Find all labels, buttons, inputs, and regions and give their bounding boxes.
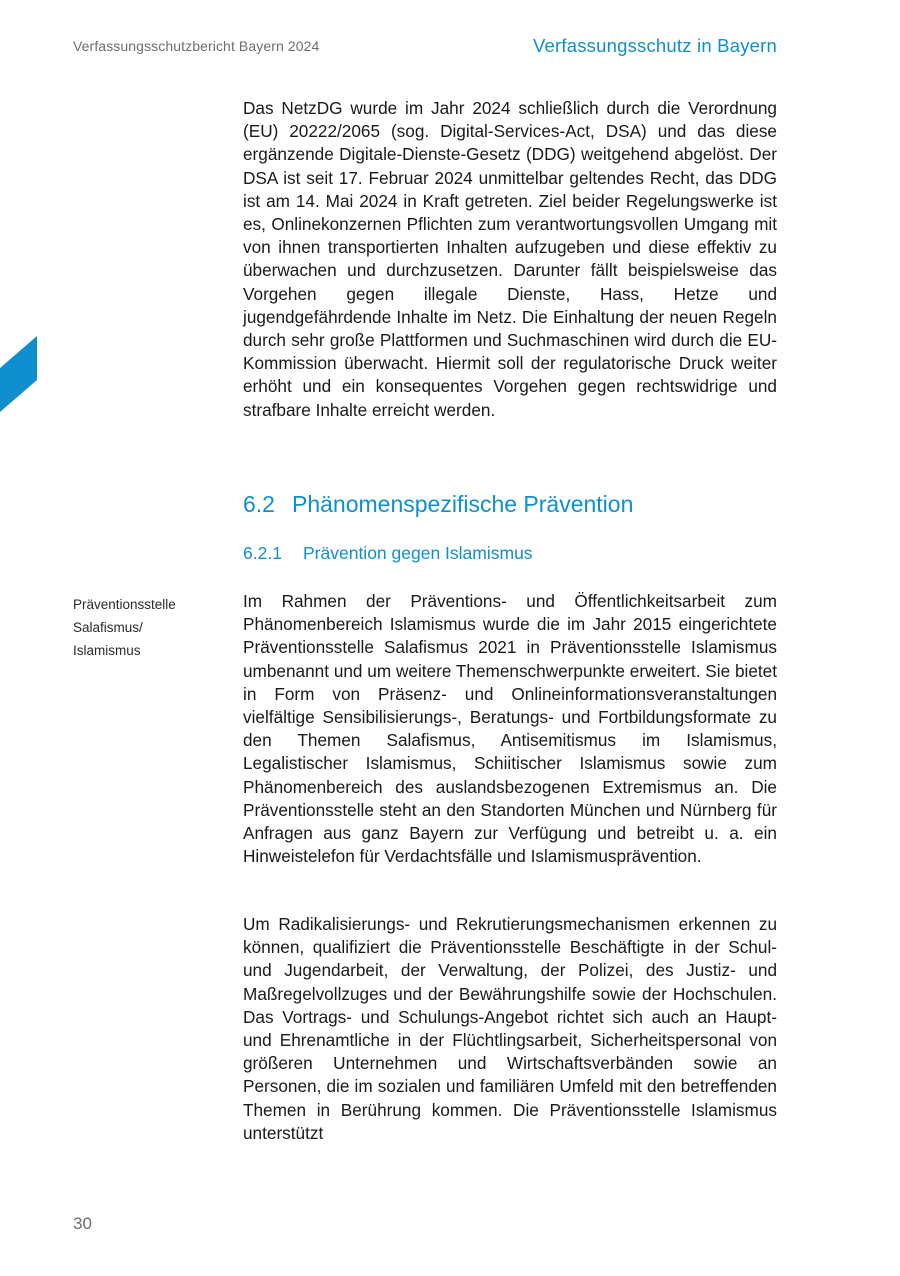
chapter-title: Verfassungsschutz in Bayern [533,35,777,56]
running-title: Verfassungsschutzbericht Bayern 2024 [73,38,320,54]
intro-paragraph: Das NetzDG wurde im Jahr 2024 schließlich durch die Verordnung (EU) 20222/2065 (sog. Digital-Services-Act, DSA) und das diese ergänzende Digitale-Dienste-Gesetz (DDG) weitgehend abgelöst. Der DSA ist seit 17. Februar 2024 unmittelbar geltendes Recht, das DDG ist am 14. Mai 2024 in Kraft getreten. Ziel beider Regelungswerke ist es, Onlinekonzernen Pflichten zum verantwortungsvollen Umgang mit von ihnen transportierten Inhalten aufzugeben und diese effektiv zu überwachen und durchzusetzen. Darunter fällt beispielsweise das Vorgehen gegen illegale Dienste, Hass, Hetze und jugendgefährdende Inhalte im Netz. Die Einhaltung der neuen Regeln durch sehr große Plattformen und Suchmaschinen wird durch die EU-Kommission überwacht. Hiermit soll der regulatorische Druck weiter erhöht und ein konsequentes Vorgehen gegen rechtswidrige und strafbare Inhalte erreicht werden. [243,98,777,420]
chapter-tab-marker [0,336,37,412]
section-heading [243,491,633,518]
page-number: 30 [73,1214,92,1233]
section-title: Phänomenspezifische Prävention [292,491,634,517]
margin-note-line: Islamismus [73,643,141,658]
subsection-title: Prävention gegen Islamismus [303,543,533,563]
intro-paragraph-block [243,97,777,422]
paragraph-2: Um Radikalisierungs- und Rekrutierungsmechanismen erkennen zu können, qualifiziert die Präventionsstelle Beschäftigte in der Schul- und Jugendarbeit, der Verwaltung, der Polizei, des Justiz- und Maßregelvollzuges und der Bewährungshilfe sowie der Hochschulen. Das Vortrags- und Schulungs-Angebot richtet sich auch an Haupt- und Ehrenamtliche in der Flüchtlingsarbeit, Sicherheitspersonal von größeren Unternehmen und Wirtschaftsverbänden sowie an Personen, die im sozialen und familiären Umfeld mit den betreffenden Themen in Berührung kommen. Die Präventionsstelle Islamismus unterstützt [243,914,777,1143]
subsection-heading [243,543,533,564]
subsection-number: 6.2.1 [243,543,282,563]
paragraph-1: Im Rahmen der Präventions- und Öffentlichkeitsarbeit zum Phänomenbereich Islamismus wurde die im Jahr 2015 eingerichtete Präventionsstelle Salafismus 2021 in Präventionsstelle Islamismus umbenannt und um weitere Themenschwerpunkte erweitert. Sie bietet in Form von Präsenz- und Onlineinformationsveranstaltungen vielfältige Sensibilisierungs-, Beratungs- und Fortbildungsformate zu den Themen Salafismus, Antisemitismus im Islamismus, Legalistischer Islamismus, Schiitischer Islamismus sowie zum Phänomenbereich des auslandsbezogenen Extremismus an. Die Präventionsstelle steht an den Standorten München und Nürnberg für Anfragen aus ganz Bayern zur Verfügung und betreibt u. a. ein Hinweistelefon für Verdachtsfälle und Islamismusprävention. [243,591,777,867]
margin-note-line: Präventionsstelle [73,597,176,612]
paragraph-1-block [243,590,777,868]
section-number: 6.2 [243,491,275,517]
margin-note [73,593,176,662]
paragraph-2-block [243,913,777,1145]
margin-note-line: Salafismus/ [73,620,143,635]
